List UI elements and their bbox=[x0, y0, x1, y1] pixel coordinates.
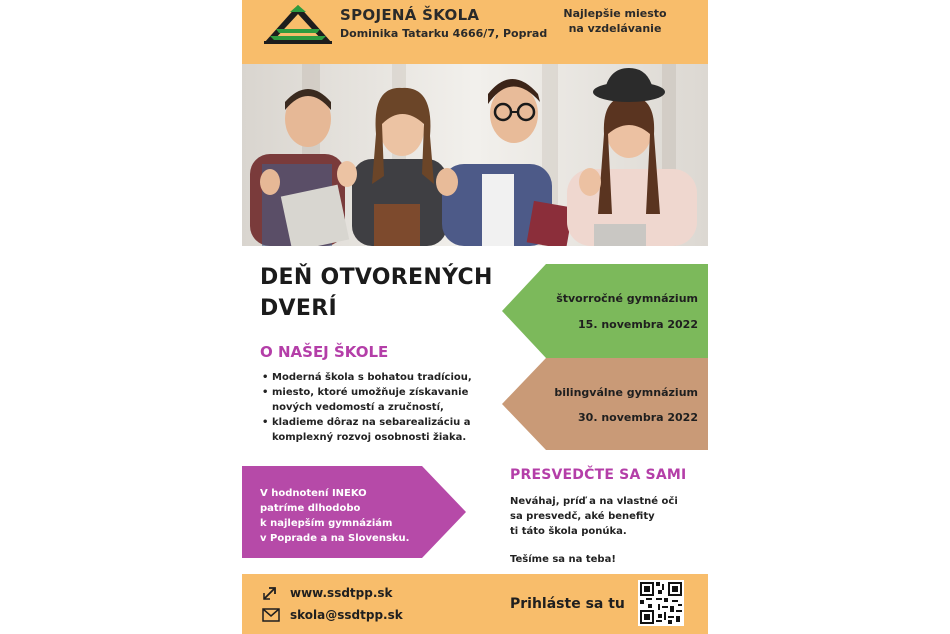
tagline bbox=[540, 6, 690, 36]
email-link[interactable]: skola@ssdtpp.sk bbox=[290, 608, 403, 622]
about-list bbox=[258, 370, 508, 445]
header-bar bbox=[242, 0, 708, 64]
ranking-text bbox=[260, 486, 430, 546]
convince-closing: Tešíme sa na teba! bbox=[510, 554, 616, 565]
program-arrow-brown bbox=[502, 358, 708, 450]
tagline-line1: Najlepšie miesto bbox=[563, 7, 667, 20]
school-name: SPOJENÁ ŠKOLA bbox=[340, 6, 480, 24]
ranking-line4: v Poprade a na Slovensku. bbox=[260, 533, 410, 544]
students-photo bbox=[242, 64, 708, 246]
program-2-date: 30. novembra 2022 bbox=[578, 411, 698, 424]
list-item: • miesto, ktoré umožňuje získavanie nových vedomostí a zručností, bbox=[258, 385, 508, 415]
ranking-line2: patríme dlhodobo bbox=[260, 503, 361, 514]
email-row[interactable] bbox=[262, 606, 403, 624]
register-label[interactable]: Prihláste sa tu bbox=[510, 596, 625, 612]
list-item: • kladieme dôraz na sebarealizáciu a komplexný rozvoj osobnosti žiaka. bbox=[258, 415, 508, 445]
list-item: • Moderná škola s bohatou tradíciou, bbox=[258, 370, 508, 385]
external-link-icon bbox=[262, 585, 280, 601]
convince-text bbox=[510, 494, 700, 539]
program-1-name: štvorročné gymnázium bbox=[556, 292, 698, 305]
convince-line1: Neváhaj, príď a na vlastné oči bbox=[510, 496, 678, 507]
program-arrow-green bbox=[502, 264, 708, 358]
qr-code-icon[interactable] bbox=[638, 580, 684, 626]
program-1-date: 15. novembra 2022 bbox=[578, 318, 698, 331]
school-address: Dominika Tatarku 4666/7, Poprad bbox=[340, 27, 548, 40]
tagline-line2: na vzdelávanie bbox=[568, 22, 662, 35]
event-title-line1: DEŇ OTVORENÝCH bbox=[260, 265, 493, 290]
convince-line2: sa presvedč, aké benefity bbox=[510, 511, 655, 522]
about-title: O NAŠEJ ŠKOLE bbox=[260, 343, 389, 361]
envelope-icon bbox=[262, 607, 280, 623]
website-link[interactable]: www.ssdtpp.sk bbox=[290, 586, 393, 600]
event-title bbox=[260, 262, 500, 324]
mountain-logo-icon bbox=[262, 2, 334, 44]
students-thumbs-up-photo bbox=[242, 64, 708, 246]
convince-title: PRESVEDČTE SA SAMI bbox=[510, 467, 687, 483]
footer-bar bbox=[242, 574, 708, 634]
convince-line3: ti táto škola ponúka. bbox=[510, 526, 627, 537]
ranking-line3: k najlepším gymnáziám bbox=[260, 518, 393, 529]
website-row[interactable] bbox=[262, 584, 393, 602]
poster bbox=[242, 0, 708, 634]
ranking-line1: V hodnotení INEKO bbox=[260, 488, 367, 499]
event-title-line2: DVERÍ bbox=[260, 296, 337, 321]
program-2-name: bilingválne gymnázium bbox=[554, 386, 698, 399]
